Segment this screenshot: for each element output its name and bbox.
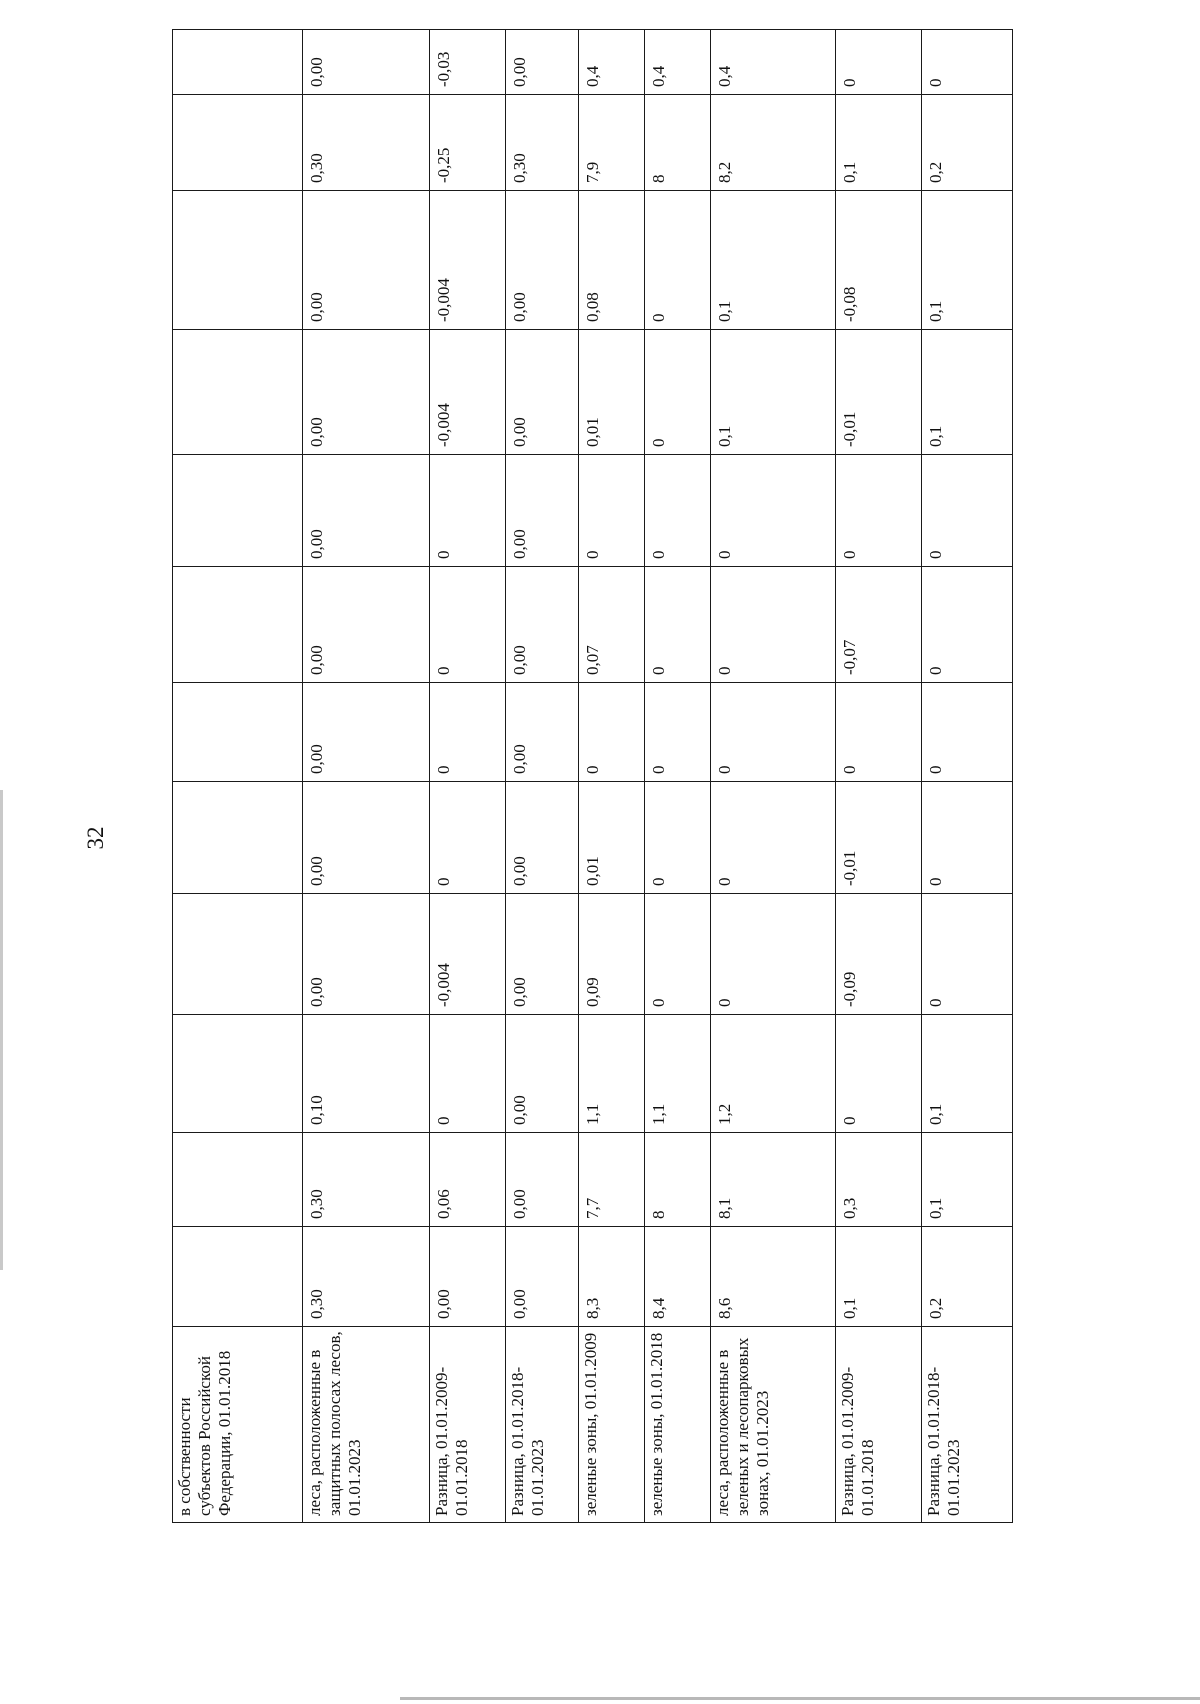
row-label: леса, расположенные в зеленых и лесопарковых зонах, 01.01.2023 xyxy=(711,1327,836,1523)
table-cell: 8,2 xyxy=(711,95,836,191)
table-cell: 0,00 xyxy=(430,1227,506,1327)
table-cell: -0,004 xyxy=(430,191,506,330)
table-cell: 0 xyxy=(645,683,711,782)
table-cell: 0,2 xyxy=(922,95,1013,191)
table-cell: 0 xyxy=(922,567,1013,683)
table-row xyxy=(173,30,303,1523)
table-cell: 1,1 xyxy=(579,1015,645,1133)
table-cell: 0,1 xyxy=(836,95,922,191)
table-cell: 0,00 xyxy=(303,455,430,567)
table-cell: 0,1 xyxy=(922,191,1013,330)
table-cell: -0,25 xyxy=(430,95,506,191)
page-number: 32 xyxy=(83,826,108,850)
table-cell: -0,004 xyxy=(430,330,506,455)
table-cell: 0 xyxy=(430,782,506,894)
table-cell: 0 xyxy=(579,683,645,782)
table-cell: 0,30 xyxy=(506,95,579,191)
table-cell: 8,6 xyxy=(711,1227,836,1327)
table-cell xyxy=(173,191,303,330)
table-cell: -0,07 xyxy=(836,567,922,683)
table-cell: 0 xyxy=(836,683,922,782)
row-label: Разница, 01.01.2018-01.01.2023 xyxy=(506,1327,579,1523)
table-cell: 0,00 xyxy=(506,191,579,330)
table-cell: -0,01 xyxy=(836,782,922,894)
table-cell: 1,1 xyxy=(645,1015,711,1133)
table-cell: 0 xyxy=(645,191,711,330)
table-cell: 0 xyxy=(645,567,711,683)
scan-edge-bottom xyxy=(400,1697,1200,1700)
table-cell: 0 xyxy=(922,683,1013,782)
table-cell xyxy=(173,782,303,894)
table-row xyxy=(645,30,711,1523)
table-cell: 8,4 xyxy=(645,1227,711,1327)
table-cell: 0,00 xyxy=(303,30,430,95)
table-cell xyxy=(173,1015,303,1133)
row-label: Разница, 01.01.2018-01.01.2023 xyxy=(922,1327,1013,1523)
table-cell: -0,09 xyxy=(836,894,922,1015)
table-cell: 0 xyxy=(836,455,922,567)
table-cell: 0,3 xyxy=(836,1133,922,1227)
table-cell: 8,3 xyxy=(579,1227,645,1327)
table-cell: 0 xyxy=(711,782,836,894)
table-cell: 0,07 xyxy=(579,567,645,683)
row-label: зеленые зоны, 01.01.2009 xyxy=(579,1327,645,1523)
table-cell: 8 xyxy=(645,1133,711,1227)
table-cell: 0 xyxy=(922,782,1013,894)
table-cell xyxy=(173,683,303,782)
table-cell: 8,1 xyxy=(711,1133,836,1227)
table-cell xyxy=(173,330,303,455)
table-cell: 0 xyxy=(430,683,506,782)
table-cell: 0 xyxy=(430,567,506,683)
table-cell: 0 xyxy=(836,1015,922,1133)
table-cell xyxy=(173,95,303,191)
table-cell: 0,00 xyxy=(303,567,430,683)
table-cell: 0,00 xyxy=(303,683,430,782)
data-table xyxy=(172,29,1013,1523)
table-cell: 0,00 xyxy=(506,455,579,567)
table-cell: -0,08 xyxy=(836,191,922,330)
table-cell: 0,01 xyxy=(579,330,645,455)
table-cell: 0 xyxy=(922,30,1013,95)
row-label: зеленые зоны, 01.01.2018 xyxy=(645,1327,711,1523)
table-cell: 0,1 xyxy=(922,1133,1013,1227)
table-cell xyxy=(173,1227,303,1327)
table-row xyxy=(836,30,922,1523)
table-cell: 0 xyxy=(922,455,1013,567)
table-cell: 0,2 xyxy=(922,1227,1013,1327)
rotated-table-container xyxy=(172,30,1012,1523)
table-cell: 0,4 xyxy=(579,30,645,95)
table-cell: 0 xyxy=(579,455,645,567)
table-cell: 0,06 xyxy=(430,1133,506,1227)
table-cell: 0,00 xyxy=(506,30,579,95)
table-cell xyxy=(173,1133,303,1227)
scan-edge-left xyxy=(0,790,3,1270)
table-cell: 0 xyxy=(711,455,836,567)
table-cell: -0,01 xyxy=(836,330,922,455)
table-cell xyxy=(173,455,303,567)
table-cell: 1,2 xyxy=(711,1015,836,1133)
table-cell xyxy=(173,30,303,95)
table-cell: 0,00 xyxy=(303,191,430,330)
table-cell: 0,1 xyxy=(711,330,836,455)
table-cell: 0,00 xyxy=(506,567,579,683)
row-label: леса, расположенные в защитных полосах лесов, 01.01.2023 xyxy=(303,1327,430,1523)
table-cell: 0,00 xyxy=(303,330,430,455)
table-cell: 0,00 xyxy=(506,1133,579,1227)
table-cell: 0 xyxy=(711,894,836,1015)
table-cell: 0,1 xyxy=(711,191,836,330)
table-cell: 0,1 xyxy=(836,1227,922,1327)
table-cell: 0,4 xyxy=(645,30,711,95)
table-cell: 0 xyxy=(645,894,711,1015)
table-cell xyxy=(173,567,303,683)
table-cell: 0,00 xyxy=(303,782,430,894)
table-cell: 0,1 xyxy=(922,1015,1013,1133)
table-cell: 0,30 xyxy=(303,95,430,191)
table-cell: 0,09 xyxy=(579,894,645,1015)
table-cell: 0,4 xyxy=(711,30,836,95)
table-row xyxy=(922,30,1013,1523)
table-cell: 0,00 xyxy=(506,1227,579,1327)
table-cell xyxy=(173,894,303,1015)
table-cell: 0,30 xyxy=(303,1227,430,1327)
table-cell: 0 xyxy=(922,894,1013,1015)
table-cell: 0 xyxy=(645,782,711,894)
table-cell: 0,10 xyxy=(303,1015,430,1133)
row-label: в собственности субъектов Российской Федерации, 01.01.2018 xyxy=(173,1327,303,1523)
table-row xyxy=(303,30,430,1523)
table-cell: 0 xyxy=(711,567,836,683)
table-cell: 0,00 xyxy=(506,330,579,455)
row-label: Разница, 01.01.2009-01.01.2018 xyxy=(430,1327,506,1523)
table-cell: 0,1 xyxy=(922,330,1013,455)
table-row xyxy=(711,30,836,1523)
table-cell: 0 xyxy=(645,330,711,455)
row-label: Разница, 01.01.2009-01.01.2018 xyxy=(836,1327,922,1523)
table-cell: 8 xyxy=(645,95,711,191)
table-cell: 0 xyxy=(836,30,922,95)
table-cell: 0 xyxy=(711,683,836,782)
table-cell: 0,00 xyxy=(506,1015,579,1133)
table-cell: 0,00 xyxy=(506,683,579,782)
table-cell: 0,01 xyxy=(579,782,645,894)
table-cell: 0,00 xyxy=(303,894,430,1015)
table-cell: 0 xyxy=(645,455,711,567)
table-row xyxy=(430,30,506,1523)
table-cell: 7,9 xyxy=(579,95,645,191)
table-cell: -0,004 xyxy=(430,894,506,1015)
table-cell: -0,03 xyxy=(430,30,506,95)
table-cell: 0,00 xyxy=(506,894,579,1015)
table-cell: 0 xyxy=(430,455,506,567)
table-cell: 0 xyxy=(430,1015,506,1133)
table-row xyxy=(506,30,579,1523)
table-cell: 0,08 xyxy=(579,191,645,330)
table-row xyxy=(579,30,645,1523)
table-cell: 0,30 xyxy=(303,1133,430,1227)
table-cell: 0,00 xyxy=(506,782,579,894)
table-cell: 7,7 xyxy=(579,1133,645,1227)
